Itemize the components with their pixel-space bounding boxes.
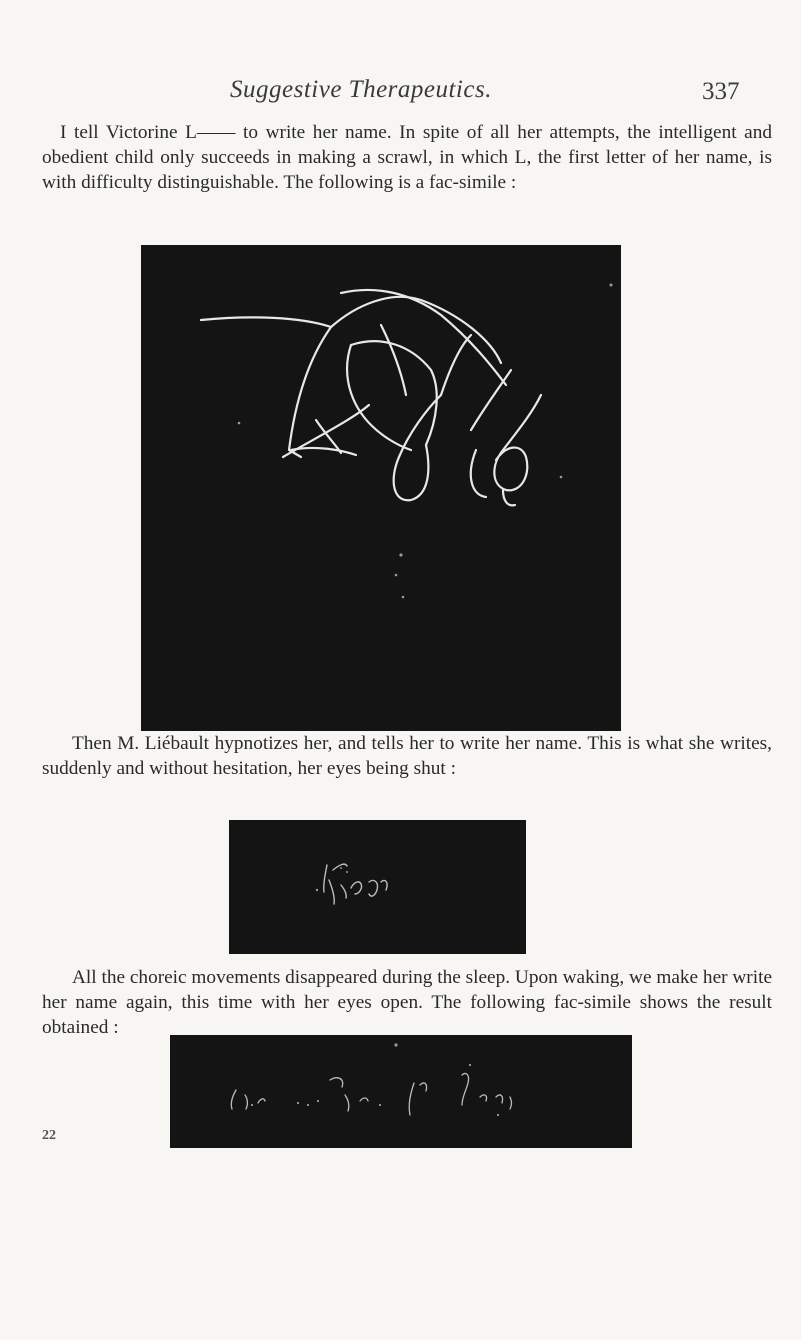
- signature-stroke: [351, 882, 362, 894]
- signature-stroke: [420, 1083, 427, 1091]
- scrawl-drawing: [141, 245, 621, 731]
- paragraph-scrawl-intro: I tell Victorine L—— to write her name. In spite of all her attempts, the intelligent and obedient child only succeeds in making a scrawl, in which L, the first letter of her name, is with difficulty distinguishable. The following is a fac-simile :: [42, 122, 772, 193]
- hypnotized-signature-drawing: [229, 820, 526, 954]
- running-title: Suggestive Therapeutics.: [230, 76, 492, 103]
- signature-stroke: [381, 880, 387, 890]
- signature-stroke: [510, 1097, 512, 1109]
- page-number: 337: [702, 78, 740, 105]
- signature-stroke: [369, 880, 377, 896]
- scrawl-stroke: [289, 327, 331, 457]
- scrawl-stroke: [381, 325, 406, 395]
- scrawl-stroke: [471, 370, 511, 430]
- signature-stroke: [462, 1073, 469, 1105]
- signature-stroke: [330, 1078, 343, 1087]
- facsimile-scrawl-plate: [141, 245, 621, 731]
- signature-mark: 22: [42, 1128, 56, 1143]
- signature-stroke: [324, 865, 327, 892]
- signature-stroke: [496, 1095, 503, 1103]
- scrawl-stroke: [441, 335, 471, 395]
- signature-stroke: [409, 1083, 414, 1115]
- scrawl-stroke: [494, 395, 541, 490]
- signature-stroke: [231, 1090, 236, 1109]
- signature-stroke: [329, 880, 334, 904]
- signature-stroke: [245, 1095, 247, 1109]
- scrawl-stroke: [291, 448, 356, 455]
- scrawl-stroke: [201, 297, 501, 363]
- page-header: [0, 76, 801, 110]
- facsimile-hypnotized-signature-plate: [229, 820, 526, 954]
- signature-stroke: [345, 1095, 349, 1111]
- paragraph-hypnotized-writing: Then M. Liébault hypnotizes her, and tells her to write her name. This is what she writes, suddenly and without hesitation, her eyes being shut :: [42, 733, 772, 779]
- facsimile-waking-signature-plate: [170, 1035, 632, 1148]
- signature-stroke: [480, 1095, 487, 1101]
- scrawl-stroke: [347, 345, 411, 450]
- scrawl-stroke: [394, 395, 441, 500]
- paragraph-waking-writing: All the choreic movements disappeared during the sleep. Upon waking, we make her write her name again, this time with her eyes open. The following fac-simile shows the result obtained :: [42, 967, 772, 1038]
- signature-stroke: [333, 864, 347, 870]
- scrawl-stroke: [503, 490, 515, 505]
- signature-stroke: [360, 1098, 368, 1101]
- signature-stroke: [341, 885, 346, 898]
- signature-stroke: [258, 1099, 265, 1103]
- scrawl-stroke: [471, 450, 486, 497]
- waking-signature-drawing: [170, 1035, 632, 1148]
